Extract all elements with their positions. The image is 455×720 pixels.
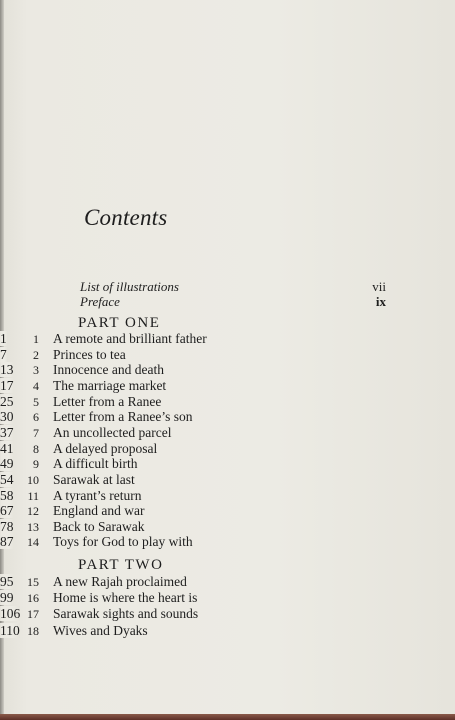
chapter-number: 5 [33,394,39,409]
chapter-page: 110 [0,622,20,638]
chapter-page: 25 [0,393,14,409]
chapter-page: 54 [0,471,14,487]
chapter-number: 12 [27,504,39,519]
chapter-number: 7 [33,425,39,440]
chapter-row [0,472,455,488]
chapter-page: 58 [0,487,14,503]
chapter-title: A remote and brilliant father [53,331,207,346]
chapter-page: 13 [0,362,14,378]
chapter-page: 99 [0,590,14,606]
chapter-row [0,488,455,504]
front-matter-item [80,279,386,295]
chapter-number: 15 [27,575,39,589]
front-matter-title: Preface [80,294,120,309]
chapter-row [0,590,455,606]
chapter-row [0,425,455,441]
chapter-title: The marriage market [53,377,167,393]
chapter-row [0,623,455,639]
chapter-page: 37 [0,424,14,440]
chapter-title: A new Rajah proclaimed [53,574,187,589]
chapter-title: Letter from a Ranee’s son [53,409,193,425]
chapter-number: 10 [27,472,39,487]
chapter-number: 14 [27,535,39,550]
chapter-row [0,574,455,590]
chapter-page: 78 [0,518,14,534]
chapter-title: Toys for God to play with [53,534,193,550]
chapter-row [0,519,455,535]
chapter-title: England and war [53,503,145,519]
chapter-page: 30 [0,409,14,425]
chapter-title: An uncollected parcel [53,424,172,440]
chapter-number: 13 [27,519,39,534]
chapter-page: 106 [0,606,21,622]
chapter-row [0,347,455,363]
chapter-page: 17 [0,377,14,393]
chapter-page: 67 [0,503,14,519]
chapter-number: 11 [27,488,39,503]
chapter-row [0,456,455,472]
part-heading: PART TWO [78,557,164,573]
chapter-number: 16 [27,591,39,606]
chapter-row [0,441,455,457]
chapter-title: Sarawak at last [53,471,135,487]
chapter-page: 87 [0,534,14,550]
chapter-row [0,394,455,410]
chapter-number: 17 [27,607,39,622]
chapter-number: 18 [27,623,39,638]
chapter-page: 1 [0,331,7,346]
chapter-number: 9 [33,457,39,472]
part-heading: PART ONE [78,315,161,331]
chapter-title: A difficult birth [53,456,138,472]
chapter-number: 1 [33,332,39,346]
front-matter-page: ix [375,294,386,309]
chapter-number: 2 [33,347,39,362]
front-matter-title: List of illustrations [80,279,179,294]
chapter-page: 49 [0,456,14,472]
chapter-title: A delayed proposal [53,440,158,456]
chapter-title: Letter from a Ranee [53,393,162,409]
chapter-title: Princes to tea [53,346,126,362]
chapter-number: 4 [33,378,39,393]
front-matter-page: vii [372,279,386,294]
chapter-page: 41 [0,440,14,456]
chapter-number: 3 [33,363,39,378]
chapter-number: 8 [33,441,39,456]
chapter-row [0,409,455,425]
chapter-row [0,362,455,378]
chapter-row [0,503,455,519]
chapter-row [0,606,455,622]
front-matter-item [80,294,386,310]
chapter-title: Home is where the heart is [53,590,198,606]
chapter-title: A tyrant’s return [53,487,142,503]
page-title: Contents [84,205,168,230]
book-bottom-edge [0,714,455,720]
chapter-row [0,331,455,347]
chapter-row [0,378,455,394]
chapter-title: Sarawak sights and sounds [53,606,199,622]
chapter-page: 95 [0,574,14,589]
chapter-number: 6 [33,410,39,425]
chapter-page: 7 [0,346,7,362]
chapter-title: Innocence and death [53,362,164,378]
chapter-title: Back to Sarawak [53,518,145,534]
chapter-title: Wives and Dyaks [53,622,148,638]
chapter-row [0,534,455,550]
